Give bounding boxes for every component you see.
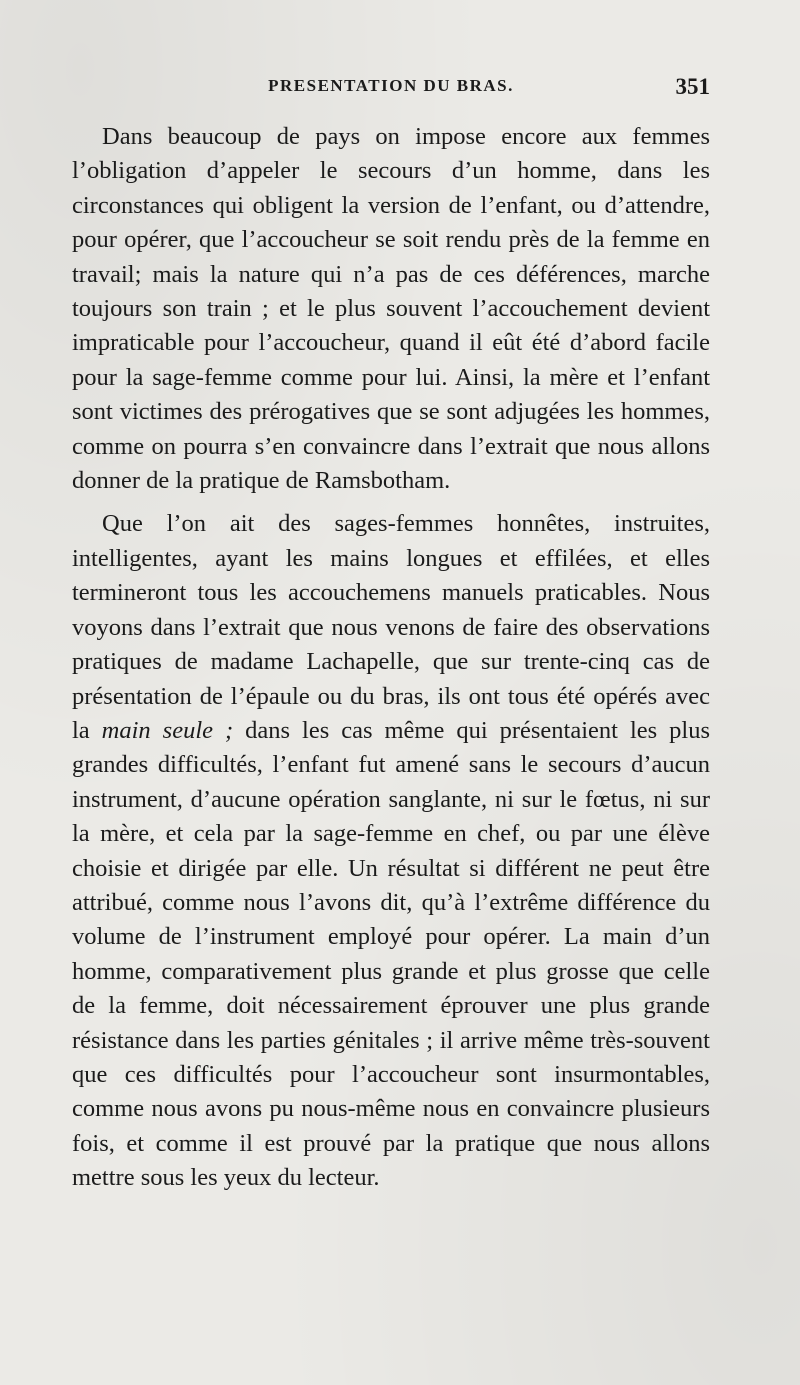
paragraph-2-text-before: Que l’on ait des sages-femmes honnêtes, instruites, intelligentes, ayant les mains longues et effilées, et elles termineront tous les accouchemens manuels praticables. Nous voyons dans l’extrait que nous venons de faire des observations pratiques de madame Lachapelle, que sur trente-cinq cas de présentation de l’épaule ou du bras, ils ont tous été opérés avec la [72, 510, 710, 744]
page-number: 351 [675, 74, 710, 99]
paragraph-2-text-after: dans les cas même qui présentaient les plus grandes difficultés, l’enfant fut amené sans le secours d’aucun instrument, d’aucune opération sanglante, ni sur le fœtus, ni sur la mère, et cela par la sage-femme en chef, ou par une élève choisie et dirigée par elle. Un résultat si différent ne peut être attribué, comme nous l’avons dit, qu’à l’extrême différence du volume de l’instrument employé pour opérer. La main d’un homme, comparativement plus grande et plus grosse que celle de la femme, doit nécessairement éprouver une plus grande résistance dans les parties génitales ; il arrive même très-souvent que ces difficultés pour l’accoucheur sont insurmontables, comme nous avons pu nous-même nous en convaincre plusieurs fois, et comme il est prouvé par la pratique que nous allons mettre sous les yeux du lecteur. [72, 716, 710, 1192]
running-head [72, 76, 710, 106]
emphasized-text: main seule ; [101, 716, 234, 744]
paragraph-2 [72, 507, 710, 1195]
body-text [72, 120, 710, 1196]
running-title: PRESENTATION DU BRAS. [268, 76, 514, 95]
paragraph-1: Dans beaucoup de pays on impose encore aux femmes l’obligation d’appeler le secours d’un homme, dans les circonstances qui obligent la version de l’enfant, ou d’attendre, pour opérer, que l’accoucheur se soit rendu près de la femme en travail; mais la nature qui n’a pas de ces déférences, marche toujours son train ; et le plus souvent l’accouchement devient impraticable pour l’accoucheur, quand il eût été d’abord facile pour la sage-femme comme pour lui. Ainsi, la mère et l’enfant sont victimes des prérogatives que se sont adjugées les hommes, comme on pourra s’en convaincre dans l’extrait que nous allons donner de la pratique de Ramsbotham. [72, 123, 710, 495]
